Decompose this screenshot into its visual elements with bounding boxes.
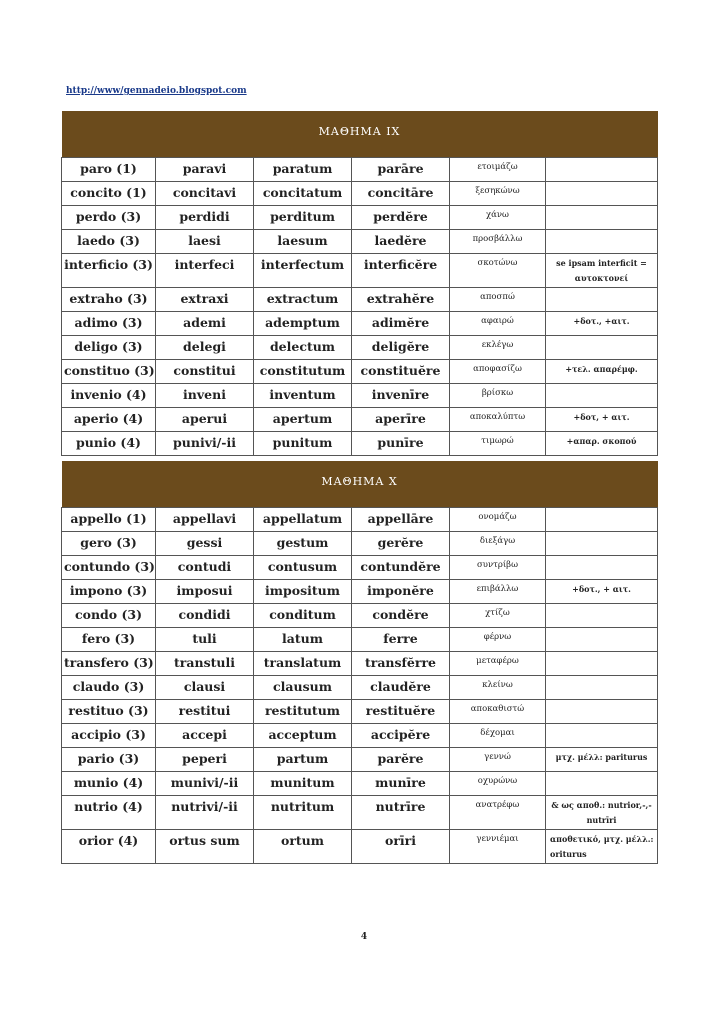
supine-form: impositum (254, 580, 352, 604)
usage-note (546, 158, 658, 182)
present-form: aperio (4) (62, 408, 156, 432)
greek-meaning: προσβάλλω (450, 230, 546, 254)
usage-note (546, 532, 658, 556)
usage-note (546, 336, 658, 360)
greek-meaning: γεννιέμαι (450, 830, 546, 864)
verb-row (62, 628, 658, 652)
infinitive-form: aperīre (352, 408, 450, 432)
usage-note: +δοτ, + αιτ. (546, 408, 658, 432)
usage-note (546, 772, 658, 796)
infinitive-form: concitāre (352, 182, 450, 206)
supine-form: paratum (254, 158, 352, 182)
supine-form: perditum (254, 206, 352, 230)
present-form: invenio (4) (62, 384, 156, 408)
usage-note-line: oriturus (550, 849, 587, 859)
usage-note (546, 206, 658, 230)
supine-form: delectum (254, 336, 352, 360)
infinitive-form: invenīre (352, 384, 450, 408)
usage-note (546, 700, 658, 724)
infinitive-form: adimĕre (352, 312, 450, 336)
usage-note (546, 628, 658, 652)
infinitive-form: ferre (352, 628, 450, 652)
infinitive-form: orīri (352, 830, 450, 864)
supine-form: concitatum (254, 182, 352, 206)
present-form: nutrio (4) (62, 796, 156, 830)
supine-form: inventum (254, 384, 352, 408)
perfect-form: munivi/-ii (156, 772, 254, 796)
infinitive-form: restituĕre (352, 700, 450, 724)
present-form: punio (4) (62, 432, 156, 456)
present-form: accipio (3) (62, 724, 156, 748)
present-form: paro (1) (62, 158, 156, 182)
usage-note (546, 556, 658, 580)
infinitive-form: claudĕre (352, 676, 450, 700)
present-form: munio (4) (62, 772, 156, 796)
perfect-form: accepi (156, 724, 254, 748)
verb-row (62, 676, 658, 700)
supine-form: extractum (254, 288, 352, 312)
present-form: orior (4) (62, 830, 156, 864)
perfect-form: nutrivi/-ii (156, 796, 254, 830)
perfect-form: constitui (156, 360, 254, 384)
usage-note (546, 288, 658, 312)
infinitive-form: perdĕre (352, 206, 450, 230)
verb-row (62, 580, 658, 604)
greek-meaning: ανατρέφω (450, 796, 546, 830)
supine-form: translatum (254, 652, 352, 676)
verb-row (62, 230, 658, 254)
infinitive-form: extrahĕre (352, 288, 450, 312)
usage-note (546, 652, 658, 676)
greek-meaning: αποφασίζω (450, 360, 546, 384)
present-form: transfero (3) (62, 652, 156, 676)
usage-note: +απαρ. σκοπού (546, 432, 658, 456)
supine-form: ademptum (254, 312, 352, 336)
perfect-form: perdidi (156, 206, 254, 230)
verb-row (62, 158, 658, 182)
blog-url-link[interactable]: http://www/gennadeio.blogspot.com (66, 86, 247, 96)
present-form: perdo (3) (62, 206, 156, 230)
perfect-form: transtuli (156, 652, 254, 676)
verb-row (62, 384, 658, 408)
infinitive-form: transfĕrre (352, 652, 450, 676)
perfect-form: punivi/-ii (156, 432, 254, 456)
verb-row (62, 206, 658, 230)
greek-meaning: ξεσηκώνω (450, 182, 546, 206)
verb-row (62, 182, 658, 206)
infinitive-form: constituĕre (352, 360, 450, 384)
verb-row (62, 652, 658, 676)
lesson-title: ΜΑΘΗΜΑ IX (318, 125, 401, 138)
infinitive-form: punīre (352, 432, 450, 456)
verb-row (62, 360, 658, 384)
greek-meaning: αποσπώ (450, 288, 546, 312)
usage-note (546, 508, 658, 532)
infinitive-form: laedĕre (352, 230, 450, 254)
infinitive-form: imponĕre (352, 580, 450, 604)
infinitive-form: nutrīre (352, 796, 450, 830)
present-form: constituo (3) (62, 360, 156, 384)
page-number: 4 (360, 932, 368, 942)
supine-form: partum (254, 748, 352, 772)
present-form: interficio (3) (62, 254, 156, 288)
usage-note: +δοτ., + αιτ. (546, 580, 658, 604)
infinitive-form: munīre (352, 772, 450, 796)
verb-row (62, 724, 658, 748)
greek-meaning: χάνω (450, 206, 546, 230)
verb-row (62, 432, 658, 456)
greek-meaning: αφαιρώ (450, 312, 546, 336)
greek-meaning: επιβάλλω (450, 580, 546, 604)
usage-note (546, 254, 658, 288)
usage-note-line: αυτοκτονεί (574, 273, 629, 283)
greek-meaning: γεννώ (450, 748, 546, 772)
verb-table-lesson-10 (61, 461, 658, 864)
greek-meaning: διεξάγω (450, 532, 546, 556)
usage-note: +δοτ., +αιτ. (546, 312, 658, 336)
supine-form: conditum (254, 604, 352, 628)
verb-row (62, 604, 658, 628)
lesson-header-ix (62, 111, 658, 158)
perfect-form: ademi (156, 312, 254, 336)
usage-note (546, 230, 658, 254)
verb-row (62, 556, 658, 580)
perfect-form: interfeci (156, 254, 254, 288)
lesson-header-band (62, 461, 658, 508)
perfect-form: imposui (156, 580, 254, 604)
verb-row (62, 830, 658, 864)
infinitive-form: parĕre (352, 748, 450, 772)
usage-note (546, 830, 658, 864)
perfect-form: aperui (156, 408, 254, 432)
verb-row (62, 254, 658, 288)
verb-row (62, 312, 658, 336)
supine-form: contusum (254, 556, 352, 580)
perfect-form: paravi (156, 158, 254, 182)
perfect-form: peperi (156, 748, 254, 772)
greek-meaning: μεταφέρω (450, 652, 546, 676)
supine-form: ortum (254, 830, 352, 864)
present-form: claudo (3) (62, 676, 156, 700)
supine-form: latum (254, 628, 352, 652)
infinitive-form: interficĕre (352, 254, 450, 288)
usage-note (546, 796, 658, 830)
greek-meaning: φέρνω (450, 628, 546, 652)
greek-meaning: οχυρώνω (450, 772, 546, 796)
verb-row (62, 532, 658, 556)
verb-row (62, 288, 658, 312)
supine-form: laesum (254, 230, 352, 254)
verb-row (62, 508, 658, 532)
infinitive-form: contundĕre (352, 556, 450, 580)
usage-note (546, 724, 658, 748)
perfect-form: inveni (156, 384, 254, 408)
perfect-form: condidi (156, 604, 254, 628)
infinitive-form: gerĕre (352, 532, 450, 556)
greek-meaning: ετοιμάζω (450, 158, 546, 182)
verb-row (62, 408, 658, 432)
supine-form: gestum (254, 532, 352, 556)
perfect-form: appellavi (156, 508, 254, 532)
perfect-form: ortus sum (156, 830, 254, 864)
usage-note (546, 604, 658, 628)
verb-row (62, 748, 658, 772)
greek-meaning: συντρίβω (450, 556, 546, 580)
verb-row (62, 700, 658, 724)
greek-meaning: ονομάζω (450, 508, 546, 532)
present-form: concito (1) (62, 182, 156, 206)
greek-meaning: κλείνω (450, 676, 546, 700)
supine-form: constitutum (254, 360, 352, 384)
supine-form: acceptum (254, 724, 352, 748)
greek-meaning: βρίσκω (450, 384, 546, 408)
usage-note (546, 182, 658, 206)
present-form: adimo (3) (62, 312, 156, 336)
present-form: deligo (3) (62, 336, 156, 360)
present-form: appello (1) (62, 508, 156, 532)
present-form: extraho (3) (62, 288, 156, 312)
lesson-header-band (62, 111, 658, 158)
perfect-form: laesi (156, 230, 254, 254)
verb-row (62, 336, 658, 360)
supine-form: munitum (254, 772, 352, 796)
present-form: contundo (3) (62, 556, 156, 580)
infinitive-form: condĕre (352, 604, 450, 628)
perfect-form: extraxi (156, 288, 254, 312)
perfect-form: delegi (156, 336, 254, 360)
greek-meaning: χτίζω (450, 604, 546, 628)
usage-note-line: αποθετικό, μτχ. μέλλ.: (550, 834, 654, 844)
usage-note-line: se ipsam interficit = (556, 258, 647, 268)
supine-form: appellatum (254, 508, 352, 532)
usage-note: +τελ. απαρέμφ. (546, 360, 658, 384)
usage-note-line: nutrīri (586, 815, 617, 825)
supine-form: interfectum (254, 254, 352, 288)
present-form: fero (3) (62, 628, 156, 652)
supine-form: punitum (254, 432, 352, 456)
verb-row (62, 772, 658, 796)
infinitive-form: deligĕre (352, 336, 450, 360)
supine-form: apertum (254, 408, 352, 432)
present-form: restituo (3) (62, 700, 156, 724)
supine-form: clausum (254, 676, 352, 700)
usage-note (546, 384, 658, 408)
infinitive-form: parāre (352, 158, 450, 182)
perfect-form: clausi (156, 676, 254, 700)
lesson-header-x (62, 461, 658, 508)
usage-note: μτχ. μέλλ: pariturus (546, 748, 658, 772)
lesson-title: ΜΑΘΗΜΑ Χ (321, 475, 398, 488)
perfect-form: gessi (156, 532, 254, 556)
present-form: impono (3) (62, 580, 156, 604)
usage-note-line: & ως αποθ.: nutrior,-,- (551, 800, 652, 810)
usage-note (546, 676, 658, 700)
perfect-form: contudi (156, 556, 254, 580)
greek-meaning: τιμωρώ (450, 432, 546, 456)
perfect-form: tuli (156, 628, 254, 652)
present-form: condo (3) (62, 604, 156, 628)
present-form: gero (3) (62, 532, 156, 556)
greek-meaning: σκοτώνω (450, 254, 546, 288)
greek-meaning: δέχομαι (450, 724, 546, 748)
greek-meaning: αποκαθιστώ (450, 700, 546, 724)
perfect-form: restitui (156, 700, 254, 724)
infinitive-form: appellāre (352, 508, 450, 532)
present-form: pario (3) (62, 748, 156, 772)
present-form: laedo (3) (62, 230, 156, 254)
supine-form: nutritum (254, 796, 352, 830)
verb-table-lesson-9 (61, 111, 658, 456)
perfect-form: concitavi (156, 182, 254, 206)
greek-meaning: εκλέγω (450, 336, 546, 360)
infinitive-form: accipĕre (352, 724, 450, 748)
supine-form: restitutum (254, 700, 352, 724)
verb-row (62, 796, 658, 830)
greek-meaning: αποκαλύπτω (450, 408, 546, 432)
